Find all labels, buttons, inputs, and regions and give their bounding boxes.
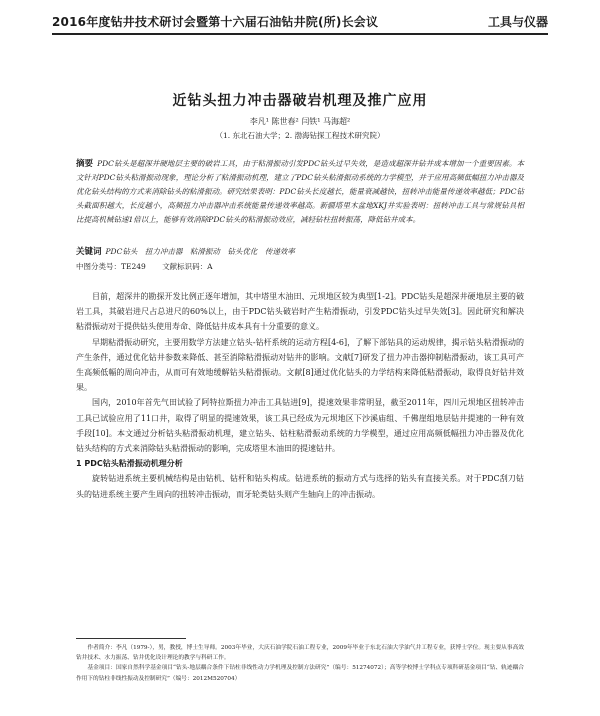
keywords-label: 关键词 bbox=[76, 247, 102, 257]
running-header bbox=[52, 11, 548, 35]
footnotes bbox=[76, 643, 524, 684]
body-paragraph: 目前，超深井的勘探开发比例正逐年增加，其中塔里木油田、元坝地区较为典型[1-2]。PDC钻头是超深井硬地层主要的破岩工具，其破岩进尺占总进尺的60%以上，由于PDC钻头破岩时产生粘滑振动，引发PDC钻头过早失效[3]。因此研究和解决粘滑振动对于提供钻头使用寿命、降低钻井成本具有十分重要的意义。 bbox=[76, 292, 524, 332]
paper-title: 近钻头扭力冲击器破岩机理及推广应用 bbox=[172, 93, 428, 109]
author-line: 李凡¹ 陈世春² 闫铁¹ 马海超² bbox=[249, 117, 351, 126]
section-label: 工具与仪器 bbox=[487, 15, 548, 29]
footnote-author: 作者简介：李凡（1979-），男，教授，博士生导师。2003年毕业，大庆石油学院石油工程专业，2009年毕业于东北石油大学油气井工程专业，获博士学位。现主要从事高效钻井技术、水力振荡、钻井优化设计理论的教学与科研工作。 bbox=[76, 645, 524, 662]
classification-code: 中图分类号：TE249 bbox=[76, 262, 146, 271]
affiliation-line: （1. 东北石油大学；2. 渤海钻探工程技术研究院） bbox=[215, 131, 385, 140]
keywords-text: PDC钻头 扭力冲击器 粘滑振动 钻头优化 传递效率 bbox=[105, 247, 295, 256]
body-text bbox=[76, 289, 524, 502]
section-heading: 1 PDC钻头粘滑振动机理分析 bbox=[76, 459, 183, 469]
abstract-block bbox=[76, 157, 524, 227]
abstract-label: 摘要 bbox=[76, 159, 94, 169]
body-paragraph: 早期粘滑振动研究，主要用数学方法建立钻头-钻杆系统的运动方程[4-6]，了解下部钻具的运动规律，揭示钻头粘滑振动的产生条件，通过优化钻井参数来降低、甚至消除粘滑振动对钻井的影响。文献[7]研发了扭力冲击器抑制粘滑振动，该工具可产生高频低幅的周向冲击，从而可有效地缓解钻头粘滑振动。文献[8]通过优化钻头的力学结构来降低粘滑振动，取得良好钻井效果。 bbox=[76, 337, 524, 393]
keywords-block bbox=[76, 245, 524, 257]
classification-line bbox=[76, 261, 227, 272]
body-paragraph: 旋转钻进系统主要机械结构是由钻机、钻杆和钻头构成。钻进系统的振动方式与选择的钻头有直接关系。对于PDC刮刀钻头的钻进系统主要产生周向的扭转冲击振动，而牙轮类钻头则产生轴向上的冲击振动。 bbox=[76, 474, 524, 499]
abstract-text: PDC钻头是超深井硬地层主要的破岩工具，由于粘滑振动引发PDC钻头过早失效，是造成超深井钻井成本增加一个重要因素。本文针对PDC钻头粘滑振动现象，理论分析了粘滑振动机理，建立了PDC钻头粘滑振动系统的力学模型，并于应用高频低幅扭力冲击器及优化钻头结构的方式来消除钻头的粘滑振动。研究结果表明：PDC钻头长度越长，能量衰减越快，扭转冲击能量传递效率越低；PDC钻头截面积越大，长度越小，高频扭力冲击器冲击系统能量传递效率越高。新疆塔里木盆地XKJ井实验表明：扭转冲击工具与常规钻具相比提高机械钻速1倍以上，能够有效消除PDC钻头的粘滑振动效应，减轻钻柱扭转振荡，降低钻井成本。 bbox=[76, 159, 524, 224]
body-paragraph: 国内，2010年首先气田试验了阿特拉斯扭力冲击工具钻进[9]，提速效果非常明显，截至2011年，四川元坝地区扭转冲击工具已试验应用了11口井，取得了明显的提速效果，该工具已经成为元坝地区下沙溪庙组、千佛崖组地层钻井提速的一种有效手段[10]。本文通过分析钻头粘滑振动机理，建立钻头、钻柱粘滑振动系统的力学模型，通过应用高频低幅扭力冲击器及优化钻头结构的方式来消除钻头粘滑振动的影响，完成塔里木油田的提速钻井。 bbox=[76, 398, 524, 454]
document-code: 文献标识码：A bbox=[162, 262, 213, 271]
footnote-divider bbox=[76, 638, 186, 639]
conference-title: 2016年度钻井技术研讨会暨第十六届石油钻井院(所)长会议 bbox=[52, 15, 379, 29]
footnote-funding: 基金项目：国家自然科学基金项目“钻头-地层耦合条件下钻柱非线性动力学机理及控制方法研究”（编号：51274072）；高等学校博士学科点专项科研基金项目“钻、轨迹耦合作用下的钻柱非线性振动及控制研究”（编号：2012M520704） bbox=[76, 665, 524, 682]
